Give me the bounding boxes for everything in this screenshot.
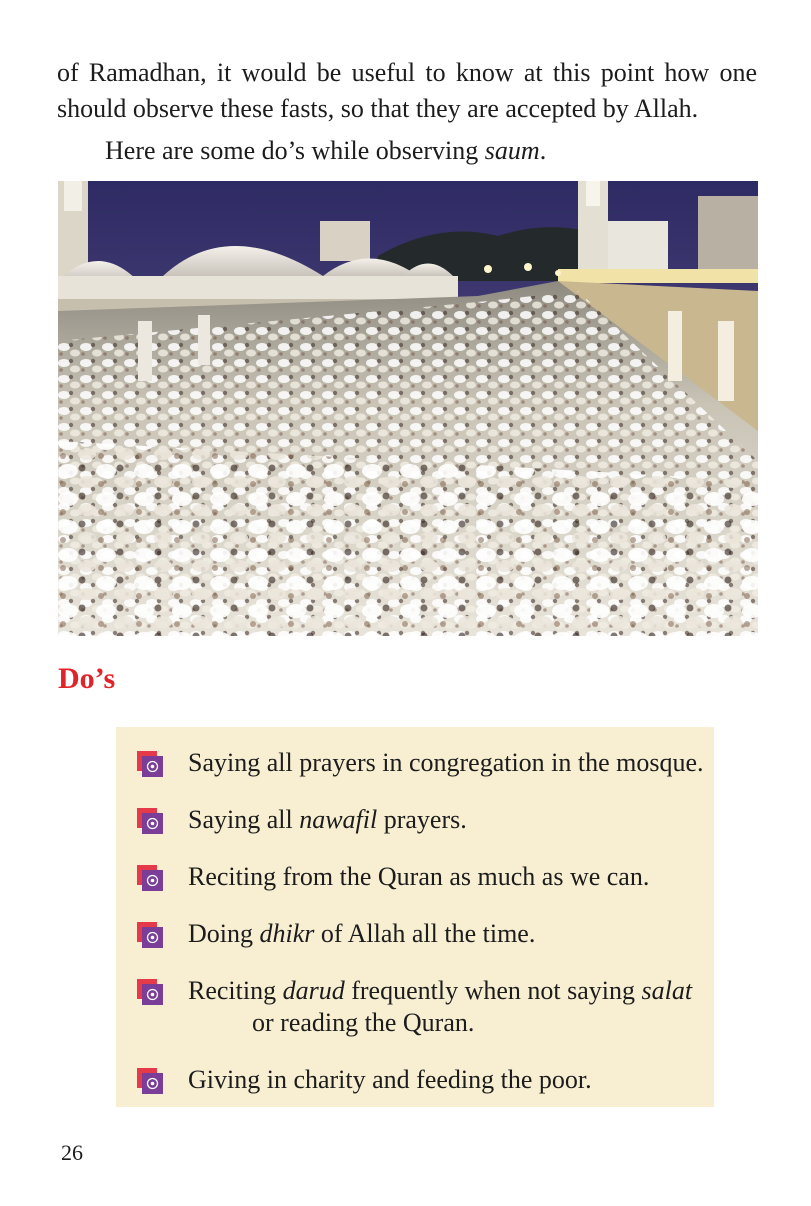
dos-heading: Do’s (58, 662, 116, 695)
flower-bullet-icon (137, 979, 163, 1005)
lead-end: . (539, 136, 547, 165)
flower-bullet-icon (137, 865, 163, 891)
do-text: Reciting from the Quran as much as we can. (188, 862, 650, 891)
do-text: Doing dhikr of Allah all the time. (188, 919, 536, 948)
do-text: Reciting darud frequently when not saying salat or reading the Quran. (188, 975, 708, 1039)
do-text: Saying all prayers in congregation in the mosque. (188, 748, 704, 777)
do-text: Saying all nawafil prayers. (188, 805, 467, 834)
lead-text: Here are some do’s while observing (105, 136, 485, 165)
page-number: 26 (61, 1140, 83, 1165)
flower-bullet-icon (137, 1068, 163, 1094)
do-continuation: or reading the Quran. (252, 1008, 475, 1037)
lead-sentence (105, 133, 546, 169)
lead-term: saum (484, 136, 540, 165)
flower-bullet-icon (137, 808, 163, 834)
do-text: Giving in charity and feeding the poor. (188, 1065, 592, 1094)
intro-paragraph: of Ramadhan, it would be useful to know at this point how one should observe these fasts, so that they are accepted by Allah. (57, 58, 757, 123)
mosque-congregation-photo (58, 181, 758, 636)
dos-list (116, 727, 714, 1107)
flower-bullet-icon (137, 751, 163, 777)
flower-bullet-icon (137, 922, 163, 948)
